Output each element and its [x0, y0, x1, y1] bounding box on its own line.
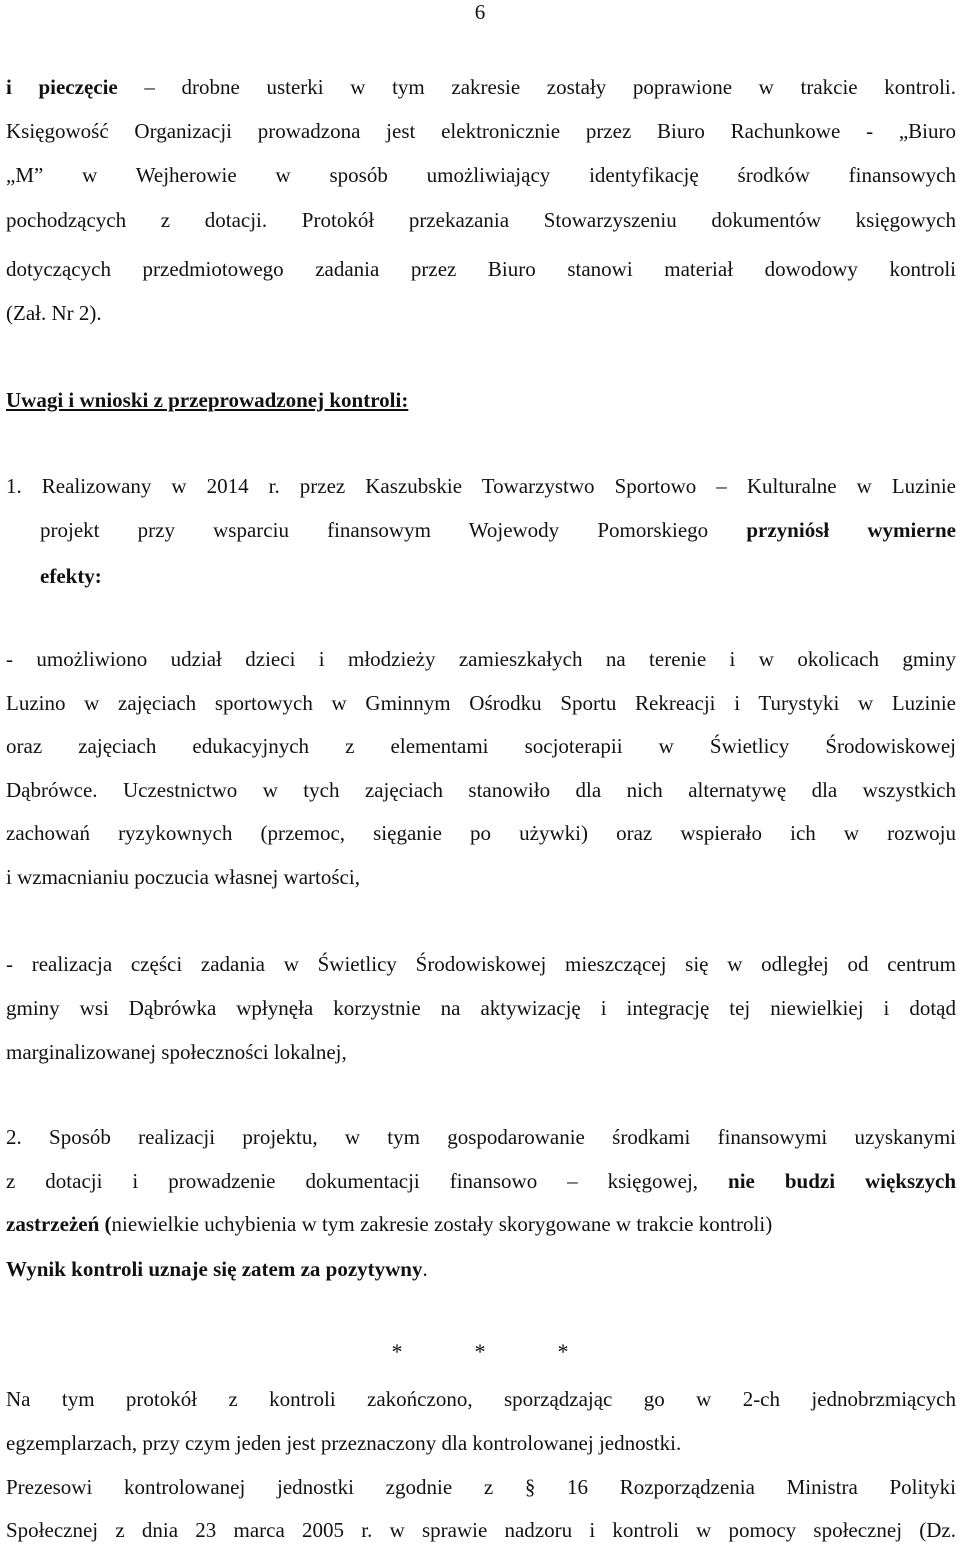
paragraph-line: „M” w Wejherowie w sposób umożliwiający identyfikację środków finansowych	[6, 163, 956, 187]
page-number: 6	[474, 0, 486, 24]
bullet-line: i wzmacnianiu poczucia własnej wartości,	[6, 865, 360, 889]
section-separator	[0, 1337, 960, 1367]
text: z dotacji i prowadzenie dokumentacji finansowo – księgowej,	[6, 1169, 699, 1193]
paragraph-line: pochodzących z dotacji. Protokół przekazania Stowarzyszeniu dokumentów księgowych	[6, 208, 956, 232]
separator-star: *	[557, 1339, 569, 1364]
closing-line: Na tym protokół z kontroli zakończono, sporządzając go w 2-ch jednobrzmiących	[6, 1387, 956, 1411]
paragraph-line: dotyczących przedmiotowego zadania przez Biuro stanowi materiał dowodowy kontroli	[6, 257, 956, 281]
bullet-line: - realizacja części zadania w Świetlicy Środowiskowej mieszczącej się w odległej od centrum	[6, 952, 956, 976]
verdict-line	[6, 1254, 956, 1284]
closing-line: Prezesowi kontrolowanej jednostki zgodnie z § 16 Rozporządzenia Ministra Polityki	[6, 1475, 956, 1499]
bold-text: nie budzi większych	[728, 1169, 956, 1193]
list-item-line	[6, 1209, 956, 1239]
bullet-line: - umożliwiono udział dzieci i młodzieży zamieszkałych na terenie i w okolicach gminy	[6, 647, 956, 671]
bullet-line: Luzino w zajęciach sportowych w Gminnym Ośrodku Sportu Rekreacji i Turystyki w Luzinie	[6, 691, 956, 715]
bullet-line: oraz zajęciach edukacyjnych z elementami socjoterapii w Świetlicy Środowiskowej	[6, 734, 956, 758]
list-item-line: efekty:	[40, 564, 102, 588]
bold-text: przyniósł wymierne	[746, 518, 956, 542]
closing-line: egzemplarzach, przy czym jeden jest przeznaczony dla kontrolowanej jednostki.	[6, 1431, 682, 1455]
text: niewielkie uchybienia w tym zakresie zostały skorygowane w trakcie kontroli)	[111, 1212, 773, 1236]
verdict-text: Wynik kontroli uznaje się zatem za pozytywny	[6, 1257, 423, 1281]
text: – drobne usterki w tym zakresie zostały poprawione w trakcie kontroli.	[117, 75, 956, 99]
bold-text: i pieczęcie	[6, 75, 118, 99]
bullet-line: Dąbrówce. Uczestnictwo w tych zajęciach stanowiło dla nich alternatywę dla wszystkich	[6, 778, 956, 802]
separator-star: *	[391, 1339, 403, 1364]
bullet-line: gminy wsi Dąbrówka wpłynęła korzystnie na aktywizację i integrację tej niewielkiej i dotąd	[6, 996, 956, 1020]
paragraph-line: Księgowość Organizacji prowadzona jest elektronicznie przez Biuro Rachunkowe - „Biuro	[6, 119, 956, 143]
list-item-line	[40, 515, 956, 545]
list-item-line	[6, 1166, 956, 1196]
section-heading: Uwagi i wnioski z przeprowadzonej kontroli:	[6, 388, 409, 412]
text: projekt przy wsparciu finansowym Wojewody Pomorskiego	[40, 518, 709, 542]
list-item-line: 1. Realizowany w 2014 r. przez Kaszubskie Towarzystwo Sportowo – Kulturalne w Luzinie	[6, 474, 956, 498]
separator-star: *	[474, 1339, 486, 1364]
bullet-line: marginalizowanej społeczności lokalnej,	[6, 1040, 347, 1064]
closing-line: Społecznej z dnia 23 marca 2005 r. w sprawie nadzoru i kontroli w pomocy społecznej (Dz.	[6, 1518, 956, 1542]
bullet-line: zachowań ryzykownych (przemoc, sięganie po używki) oraz wspierało ich w rozwoju	[6, 821, 956, 845]
bold-text: zastrzeżeń (	[6, 1212, 112, 1236]
paragraph-line: (Zał. Nr 2).	[6, 301, 102, 325]
list-item-line: 2. Sposób realizacji projektu, w tym gospodarowanie środkami finansowymi uzyskanymi	[6, 1125, 956, 1149]
paragraph-line	[6, 72, 956, 102]
text: .	[422, 1257, 428, 1281]
